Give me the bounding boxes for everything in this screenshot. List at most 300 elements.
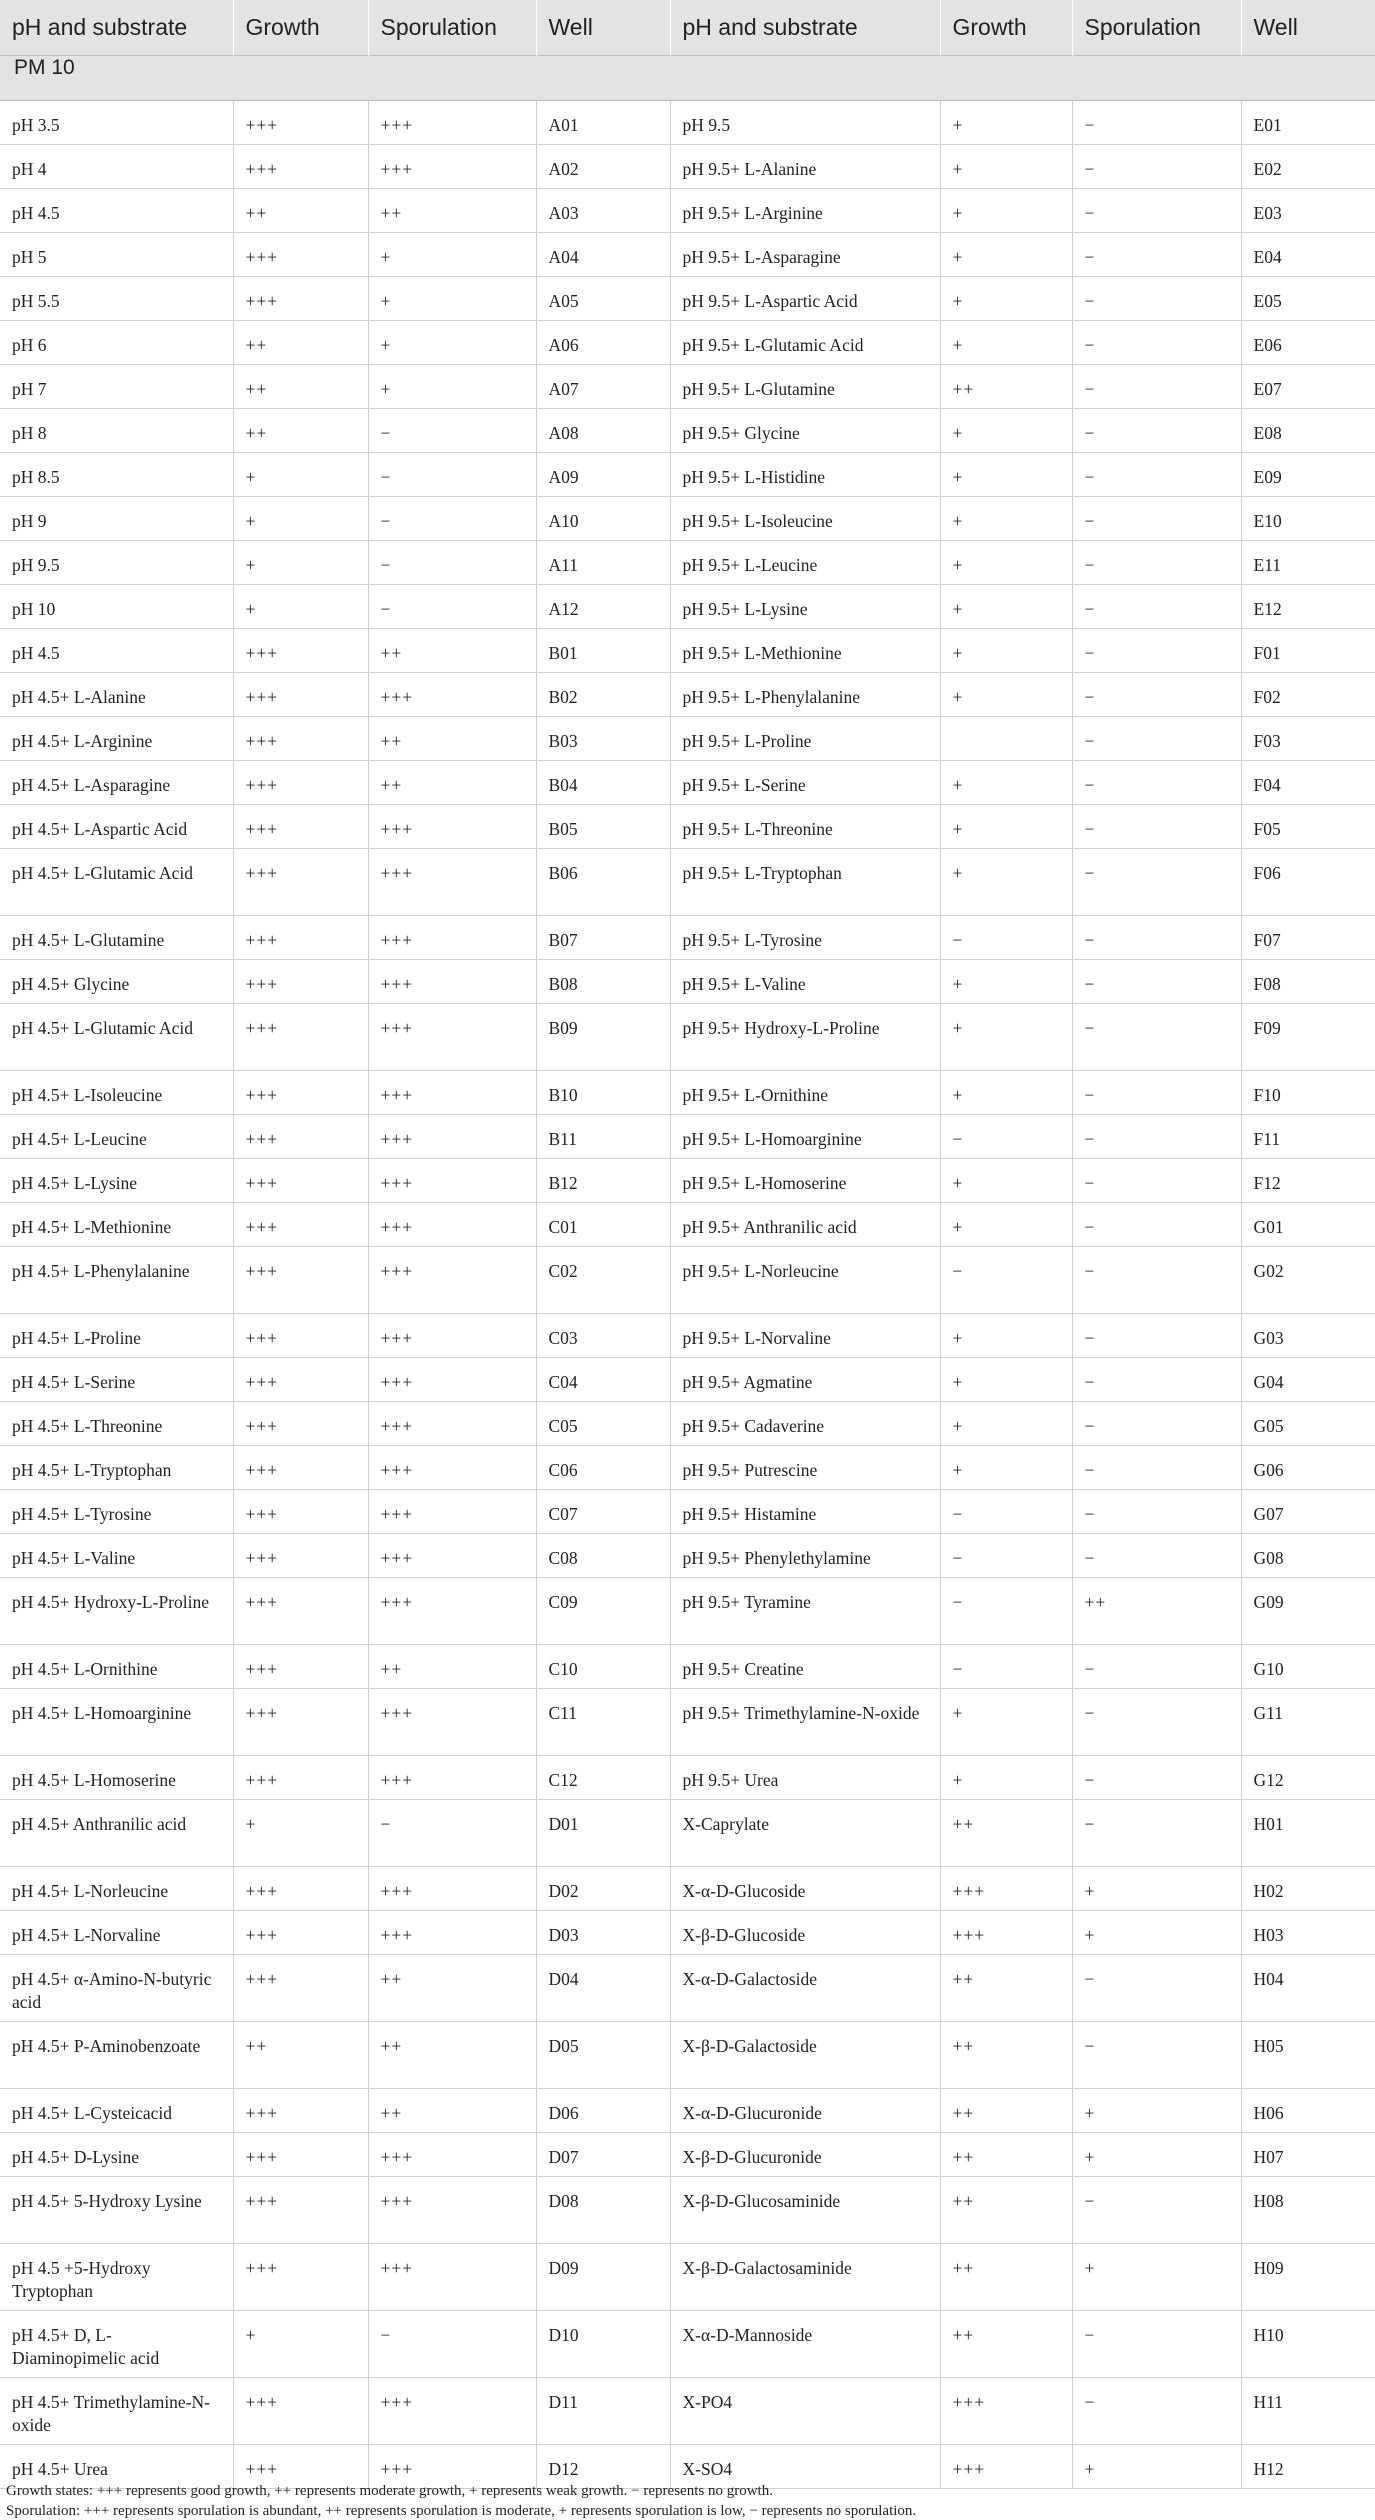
cell-growth-right: + (940, 409, 1072, 453)
cell-growth-left: ++ (233, 189, 368, 233)
cell-growth-right: + (940, 1071, 1072, 1115)
cell-well-left: A07 (536, 365, 670, 409)
cell-growth-right: + (940, 277, 1072, 321)
cell-growth-right: + (940, 1756, 1072, 1800)
table-body (0, 56, 1375, 2489)
cell-well-right: G11 (1241, 1689, 1375, 1756)
cell-substrate-right: pH 9.5+ L-Lysine (670, 585, 940, 629)
cell-sporulation-right: ++ (1072, 1578, 1241, 1645)
cell-sporulation-left: +++ (368, 1578, 536, 1645)
header-sporulation-left: Sporulation (368, 0, 536, 56)
table-row (0, 761, 1375, 805)
table-row (0, 1402, 1375, 1446)
cell-growth-right: − (940, 1578, 1072, 1645)
cell-substrate-right: pH 9.5+ Tyramine (670, 1578, 940, 1645)
cell-sporulation-right: − (1072, 849, 1241, 916)
cell-growth-right: + (940, 805, 1072, 849)
cell-well-left: A01 (536, 101, 670, 145)
cell-substrate-right: pH 9.5+ L-Tyrosine (670, 916, 940, 960)
header-sporulation-right: Sporulation (1072, 0, 1241, 56)
section-label: PM 10 (0, 56, 1375, 101)
cell-well-right: G07 (1241, 1490, 1375, 1534)
cell-substrate-right: X-β-D-Glucuronide (670, 2133, 940, 2177)
cell-substrate-left: pH 4.5+ 5-Hydroxy Lysine (0, 2177, 233, 2244)
cell-growth-right: ++ (940, 2133, 1072, 2177)
cell-growth-right (940, 717, 1072, 761)
cell-substrate-right: pH 9.5+ Urea (670, 1756, 940, 1800)
cell-growth-right: + (940, 761, 1072, 805)
cell-well-left: A02 (536, 145, 670, 189)
header-row (0, 0, 1375, 56)
cell-well-left: B10 (536, 1071, 670, 1115)
cell-well-right: E10 (1241, 497, 1375, 541)
cell-substrate-left: pH 4.5 (0, 629, 233, 673)
cell-growth-left: +++ (233, 1159, 368, 1203)
cell-sporulation-right: − (1072, 277, 1241, 321)
cell-substrate-right: pH 9.5+ L-Norvaline (670, 1314, 940, 1358)
cell-substrate-left: pH 4.5+ L-Cysteicacid (0, 2089, 233, 2133)
cell-growth-left: +++ (233, 805, 368, 849)
header-substrate-left: pH and substrate (0, 0, 233, 56)
cell-well-right: E02 (1241, 145, 1375, 189)
cell-sporulation-left: +++ (368, 1203, 536, 1247)
cell-well-right: G08 (1241, 1534, 1375, 1578)
cell-growth-left: +++ (233, 1490, 368, 1534)
cell-well-right: F04 (1241, 761, 1375, 805)
table-row (0, 321, 1375, 365)
cell-growth-left: +++ (233, 1004, 368, 1071)
header-growth-left: Growth (233, 0, 368, 56)
cell-sporulation-right: − (1072, 233, 1241, 277)
cell-well-left: D09 (536, 2244, 670, 2311)
cell-sporulation-left: ++ (368, 2022, 536, 2089)
cell-sporulation-right: − (1072, 960, 1241, 1004)
table-row (0, 2133, 1375, 2177)
cell-well-right: G01 (1241, 1203, 1375, 1247)
cell-substrate-right: pH 9.5+ L-Asparagine (670, 233, 940, 277)
cell-substrate-left: pH 6 (0, 321, 233, 365)
cell-well-right: E06 (1241, 321, 1375, 365)
cell-substrate-right: pH 9.5+ L-Serine (670, 761, 940, 805)
cell-well-left: B04 (536, 761, 670, 805)
cell-well-left: C04 (536, 1358, 670, 1402)
cell-well-right: H04 (1241, 1955, 1375, 2022)
cell-sporulation-left: +++ (368, 1314, 536, 1358)
cell-sporulation-right: − (1072, 497, 1241, 541)
cell-sporulation-right: − (1072, 1071, 1241, 1115)
cell-substrate-left: pH 4.5+ L-Proline (0, 1314, 233, 1358)
cell-well-left: D02 (536, 1867, 670, 1911)
cell-substrate-left: pH 4.5+ L-Alanine (0, 673, 233, 717)
cell-well-left: B07 (536, 916, 670, 960)
cell-substrate-left: pH 4.5+ L-Norvaline (0, 1911, 233, 1955)
cell-growth-left: +++ (233, 2089, 368, 2133)
cell-substrate-left: pH 4.5+ L-Ornithine (0, 1645, 233, 1689)
cell-sporulation-left: +++ (368, 1115, 536, 1159)
cell-substrate-left: pH 9 (0, 497, 233, 541)
cell-sporulation-right: + (1072, 1911, 1241, 1955)
cell-substrate-left: pH 4.5+ Anthranilic acid (0, 1800, 233, 1867)
cell-growth-right: + (940, 1203, 1072, 1247)
cell-growth-left: +++ (233, 1358, 368, 1402)
table-row (0, 2378, 1375, 2445)
cell-well-left: A09 (536, 453, 670, 497)
cell-substrate-right: pH 9.5+ L-Tryptophan (670, 849, 940, 916)
cell-substrate-right: pH 9.5+ L-Phenylalanine (670, 673, 940, 717)
cell-well-left: C06 (536, 1446, 670, 1490)
cell-substrate-right: pH 9.5+ Glycine (670, 409, 940, 453)
cell-growth-left: ++ (233, 2022, 368, 2089)
cell-substrate-left: pH 4.5+ L-Glutamic Acid (0, 849, 233, 916)
cell-growth-left: +++ (233, 761, 368, 805)
cell-substrate-right: pH 9.5+ L-Homoarginine (670, 1115, 940, 1159)
cell-substrate-right: X-α-D-Mannoside (670, 2311, 940, 2378)
cell-sporulation-right: − (1072, 1756, 1241, 1800)
cell-growth-left: +++ (233, 1867, 368, 1911)
cell-sporulation-left: ++ (368, 189, 536, 233)
cell-well-right: E12 (1241, 585, 1375, 629)
cell-well-left: C02 (536, 1247, 670, 1314)
cell-substrate-left: pH 5 (0, 233, 233, 277)
cell-substrate-right: pH 9.5+ L-Glutamic Acid (670, 321, 940, 365)
cell-well-left: A04 (536, 233, 670, 277)
cell-substrate-left: pH 4.5+ L-Glutamic Acid (0, 1004, 233, 1071)
cell-growth-right: + (940, 629, 1072, 673)
cell-substrate-right: X-β-D-Galactoside (670, 2022, 940, 2089)
cell-well-left: D04 (536, 1955, 670, 2022)
table-row (0, 849, 1375, 916)
table-row (0, 916, 1375, 960)
cell-substrate-right: pH 9.5+ Cadaverine (670, 1402, 940, 1446)
cell-well-right: F01 (1241, 629, 1375, 673)
cell-substrate-left: pH 4.5+ L-Norleucine (0, 1867, 233, 1911)
cell-well-left: C07 (536, 1490, 670, 1534)
cell-substrate-right: pH 9.5+ L-Histidine (670, 453, 940, 497)
cell-well-left: A12 (536, 585, 670, 629)
cell-well-left: C08 (536, 1534, 670, 1578)
cell-sporulation-left: +++ (368, 1247, 536, 1314)
table-row (0, 453, 1375, 497)
cell-sporulation-left: +++ (368, 1867, 536, 1911)
cell-substrate-right: pH 9.5+ L-Alanine (670, 145, 940, 189)
cell-substrate-right: pH 9.5+ Histamine (670, 1490, 940, 1534)
cell-sporulation-left: − (368, 585, 536, 629)
cell-substrate-left: pH 4.5+ Hydroxy-L-Proline (0, 1578, 233, 1645)
cell-well-right: E08 (1241, 409, 1375, 453)
cell-well-left: B09 (536, 1004, 670, 1071)
cell-well-left: D12 (536, 2445, 670, 2489)
table-row (0, 2022, 1375, 2089)
cell-growth-left: + (233, 2311, 368, 2378)
cell-well-left: C01 (536, 1203, 670, 1247)
table-row (0, 1004, 1375, 1071)
cell-growth-right: − (940, 916, 1072, 960)
cell-substrate-right: pH 9.5+ Anthranilic acid (670, 1203, 940, 1247)
cell-growth-right: + (940, 453, 1072, 497)
table-row (0, 1490, 1375, 1534)
cell-substrate-left: pH 4.5+ L-Serine (0, 1358, 233, 1402)
cell-growth-left: +++ (233, 2244, 368, 2311)
cell-sporulation-right: − (1072, 1115, 1241, 1159)
cell-well-right: F08 (1241, 960, 1375, 1004)
cell-sporulation-right: − (1072, 1358, 1241, 1402)
cell-well-right: F11 (1241, 1115, 1375, 1159)
cell-well-right: E09 (1241, 453, 1375, 497)
cell-sporulation-left: ++ (368, 717, 536, 761)
cell-substrate-left: pH 4.5+ P-Aminobenzoate (0, 2022, 233, 2089)
table-row (0, 1358, 1375, 1402)
cell-sporulation-right: + (1072, 2244, 1241, 2311)
table-row (0, 1578, 1375, 1645)
cell-sporulation-right: − (1072, 1247, 1241, 1314)
footnote-sporulation: Sporulation: +++ represents sporulation is abundant, ++ represents sporulation is moderate, + represents sporulation is low, − represents no sporulation. (6, 2503, 917, 2519)
table-row (0, 497, 1375, 541)
cell-growth-left: + (233, 585, 368, 629)
cell-growth-right: ++ (940, 2022, 1072, 2089)
cell-substrate-right: X-α-D-Glucoside (670, 1867, 940, 1911)
cell-substrate-right: X-β-D-Glucoside (670, 1911, 940, 1955)
cell-substrate-left: pH 9.5 (0, 541, 233, 585)
cell-sporulation-left: +++ (368, 849, 536, 916)
cell-growth-left: +++ (233, 916, 368, 960)
cell-substrate-right: pH 9.5+ L-Ornithine (670, 1071, 940, 1115)
cell-well-left: A10 (536, 497, 670, 541)
cell-growth-right: ++ (940, 2177, 1072, 2244)
cell-substrate-left: pH 4.5+ Glycine (0, 960, 233, 1004)
cell-well-left: C05 (536, 1402, 670, 1446)
cell-well-right: H12 (1241, 2445, 1375, 2489)
cell-well-left: C09 (536, 1578, 670, 1645)
cell-growth-left: ++ (233, 365, 368, 409)
cell-sporulation-right: + (1072, 1867, 1241, 1911)
cell-growth-left: +++ (233, 849, 368, 916)
cell-well-left: B06 (536, 849, 670, 916)
cell-well-left: A11 (536, 541, 670, 585)
cell-growth-right: + (940, 1358, 1072, 1402)
cell-well-right: H05 (1241, 2022, 1375, 2089)
table-row (0, 629, 1375, 673)
cell-substrate-right: X-β-D-Glucosaminide (670, 2177, 940, 2244)
cell-sporulation-left: +++ (368, 1490, 536, 1534)
cell-well-left: A05 (536, 277, 670, 321)
cell-sporulation-left: +++ (368, 1159, 536, 1203)
cell-well-right: F07 (1241, 916, 1375, 960)
cell-growth-right: + (940, 673, 1072, 717)
cell-substrate-right: pH 9.5+ L-Valine (670, 960, 940, 1004)
cell-substrate-left: pH 8.5 (0, 453, 233, 497)
cell-well-right: E01 (1241, 101, 1375, 145)
cell-sporulation-right: − (1072, 673, 1241, 717)
cell-sporulation-left: ++ (368, 761, 536, 805)
cell-sporulation-left: +++ (368, 2133, 536, 2177)
cell-sporulation-left: +++ (368, 916, 536, 960)
cell-growth-right: ++ (940, 365, 1072, 409)
cell-growth-right: − (940, 1534, 1072, 1578)
cell-substrate-left: pH 4.5+ L-Tyrosine (0, 1490, 233, 1534)
cell-substrate-left: pH 4.5 (0, 189, 233, 233)
cell-growth-left: +++ (233, 1756, 368, 1800)
cell-well-left: D08 (536, 2177, 670, 2244)
cell-sporulation-right: − (1072, 2378, 1241, 2445)
cell-substrate-right: pH 9.5+ Creatine (670, 1645, 940, 1689)
cell-growth-left: +++ (233, 1534, 368, 1578)
table-row (0, 717, 1375, 761)
cell-growth-left: +++ (233, 1314, 368, 1358)
table-row (0, 1071, 1375, 1115)
cell-sporulation-right: − (1072, 1800, 1241, 1867)
cell-growth-right: − (940, 1247, 1072, 1314)
cell-well-left: C03 (536, 1314, 670, 1358)
cell-well-left: B12 (536, 1159, 670, 1203)
cell-sporulation-right: − (1072, 1446, 1241, 1490)
cell-growth-left: +++ (233, 233, 368, 277)
cell-substrate-left: pH 7 (0, 365, 233, 409)
cell-sporulation-left: +++ (368, 1071, 536, 1115)
cell-sporulation-left: + (368, 277, 536, 321)
table-row (0, 1314, 1375, 1358)
table-header (0, 0, 1375, 56)
section-row (0, 56, 1375, 101)
cell-substrate-right: pH 9.5+ Putrescine (670, 1446, 940, 1490)
cell-sporulation-right: − (1072, 453, 1241, 497)
cell-well-right: E07 (1241, 365, 1375, 409)
cell-growth-right: + (940, 849, 1072, 916)
cell-substrate-left: pH 4.5+ L-Threonine (0, 1402, 233, 1446)
cell-substrate-right: pH 9.5+ L-Methionine (670, 629, 940, 673)
table-row (0, 1203, 1375, 1247)
cell-well-right: H11 (1241, 2378, 1375, 2445)
cell-growth-right: + (940, 101, 1072, 145)
cell-sporulation-right: − (1072, 1534, 1241, 1578)
cell-growth-left: +++ (233, 2133, 368, 2177)
cell-sporulation-right: − (1072, 1955, 1241, 2022)
cell-well-left: D03 (536, 1911, 670, 1955)
cell-growth-left: ++ (233, 321, 368, 365)
cell-sporulation-left: +++ (368, 1358, 536, 1402)
table-row (0, 365, 1375, 409)
cell-substrate-right: pH 9.5+ L-Glutamine (670, 365, 940, 409)
cell-well-right: G06 (1241, 1446, 1375, 1490)
table-row (0, 1800, 1375, 1867)
cell-substrate-left: pH 4.5+ D-Lysine (0, 2133, 233, 2177)
cell-sporulation-left: ++ (368, 1645, 536, 1689)
cell-growth-left: +++ (233, 1247, 368, 1314)
cell-substrate-left: pH 4.5+ α-Amino-N-butyric acid (0, 1955, 233, 2022)
cell-substrate-left: pH 4 (0, 145, 233, 189)
cell-well-right: E11 (1241, 541, 1375, 585)
cell-growth-right: ++ (940, 2311, 1072, 2378)
cell-well-right: H06 (1241, 2089, 1375, 2133)
cell-sporulation-left: − (368, 497, 536, 541)
cell-substrate-left: pH 4.5+ L-Arginine (0, 717, 233, 761)
cell-sporulation-left: +++ (368, 145, 536, 189)
cell-sporulation-right: − (1072, 1689, 1241, 1756)
cell-well-left: B03 (536, 717, 670, 761)
cell-growth-left: + (233, 1800, 368, 1867)
cell-well-right: E05 (1241, 277, 1375, 321)
cell-sporulation-right: − (1072, 365, 1241, 409)
cell-sporulation-right: − (1072, 1159, 1241, 1203)
cell-growth-right: + (940, 145, 1072, 189)
cell-substrate-right: pH 9.5+ L-Norleucine (670, 1247, 940, 1314)
cell-sporulation-left: +++ (368, 2177, 536, 2244)
cell-growth-right: + (940, 321, 1072, 365)
cell-sporulation-left: ++ (368, 2089, 536, 2133)
cell-substrate-left: pH 3.5 (0, 101, 233, 145)
cell-substrate-right: pH 9.5+ L-Isoleucine (670, 497, 940, 541)
cell-sporulation-right: − (1072, 189, 1241, 233)
cell-growth-left: +++ (233, 717, 368, 761)
cell-well-right: H03 (1241, 1911, 1375, 1955)
cell-substrate-left: pH 4.5+ Trimethylamine-N-oxide (0, 2378, 233, 2445)
cell-well-left: D01 (536, 1800, 670, 1867)
cell-substrate-left: pH 4.5+ L-Glutamine (0, 916, 233, 960)
cell-well-left: A03 (536, 189, 670, 233)
cell-growth-right: + (940, 233, 1072, 277)
cell-growth-left: + (233, 453, 368, 497)
cell-well-right: E03 (1241, 189, 1375, 233)
cell-well-left: C12 (536, 1756, 670, 1800)
cell-well-left: D06 (536, 2089, 670, 2133)
cell-sporulation-left: +++ (368, 1004, 536, 1071)
cell-substrate-right: X-β-D-Galactosaminide (670, 2244, 940, 2311)
cell-growth-left: +++ (233, 1578, 368, 1645)
cell-sporulation-left: − (368, 409, 536, 453)
cell-growth-right: + (940, 497, 1072, 541)
cell-substrate-left: pH 8 (0, 409, 233, 453)
cell-growth-right: + (940, 1314, 1072, 1358)
cell-substrate-right: pH 9.5+ L-Leucine (670, 541, 940, 585)
cell-sporulation-left: − (368, 2311, 536, 2378)
cell-substrate-left: pH 4.5+ L-Leucine (0, 1115, 233, 1159)
table-row (0, 960, 1375, 1004)
cell-growth-right: + (940, 541, 1072, 585)
cell-growth-right: +++ (940, 1911, 1072, 1955)
cell-sporulation-left: ++ (368, 1955, 536, 2022)
cell-well-right: E04 (1241, 233, 1375, 277)
cell-growth-right: + (940, 585, 1072, 629)
cell-well-left: C10 (536, 1645, 670, 1689)
table-row (0, 1159, 1375, 1203)
cell-sporulation-right: − (1072, 717, 1241, 761)
cell-growth-right: +++ (940, 2445, 1072, 2489)
cell-substrate-left: pH 4.5+ L-Phenylalanine (0, 1247, 233, 1314)
cell-growth-left: +++ (233, 1446, 368, 1490)
cell-well-right: F06 (1241, 849, 1375, 916)
cell-well-left: D05 (536, 2022, 670, 2089)
table-row (0, 2311, 1375, 2378)
cell-sporulation-right: − (1072, 805, 1241, 849)
cell-substrate-left: pH 4.5+ L-Isoleucine (0, 1071, 233, 1115)
header-well-right: Well (1241, 0, 1375, 56)
cell-well-right: F12 (1241, 1159, 1375, 1203)
cell-growth-left: +++ (233, 101, 368, 145)
cell-sporulation-left: +++ (368, 1446, 536, 1490)
cell-growth-right: + (940, 1689, 1072, 1756)
cell-sporulation-left: +++ (368, 673, 536, 717)
cell-substrate-left: pH 4.5+ L-Valine (0, 1534, 233, 1578)
cell-growth-left: +++ (233, 1402, 368, 1446)
cell-sporulation-right: − (1072, 409, 1241, 453)
cell-well-left: C11 (536, 1689, 670, 1756)
cell-sporulation-right: − (1072, 2022, 1241, 2089)
cell-well-right: H10 (1241, 2311, 1375, 2378)
cell-sporulation-left: +++ (368, 2378, 536, 2445)
cell-substrate-right: pH 9.5 (670, 101, 940, 145)
cell-growth-right: − (940, 1490, 1072, 1534)
cell-sporulation-right: − (1072, 1004, 1241, 1071)
table-row (0, 1645, 1375, 1689)
